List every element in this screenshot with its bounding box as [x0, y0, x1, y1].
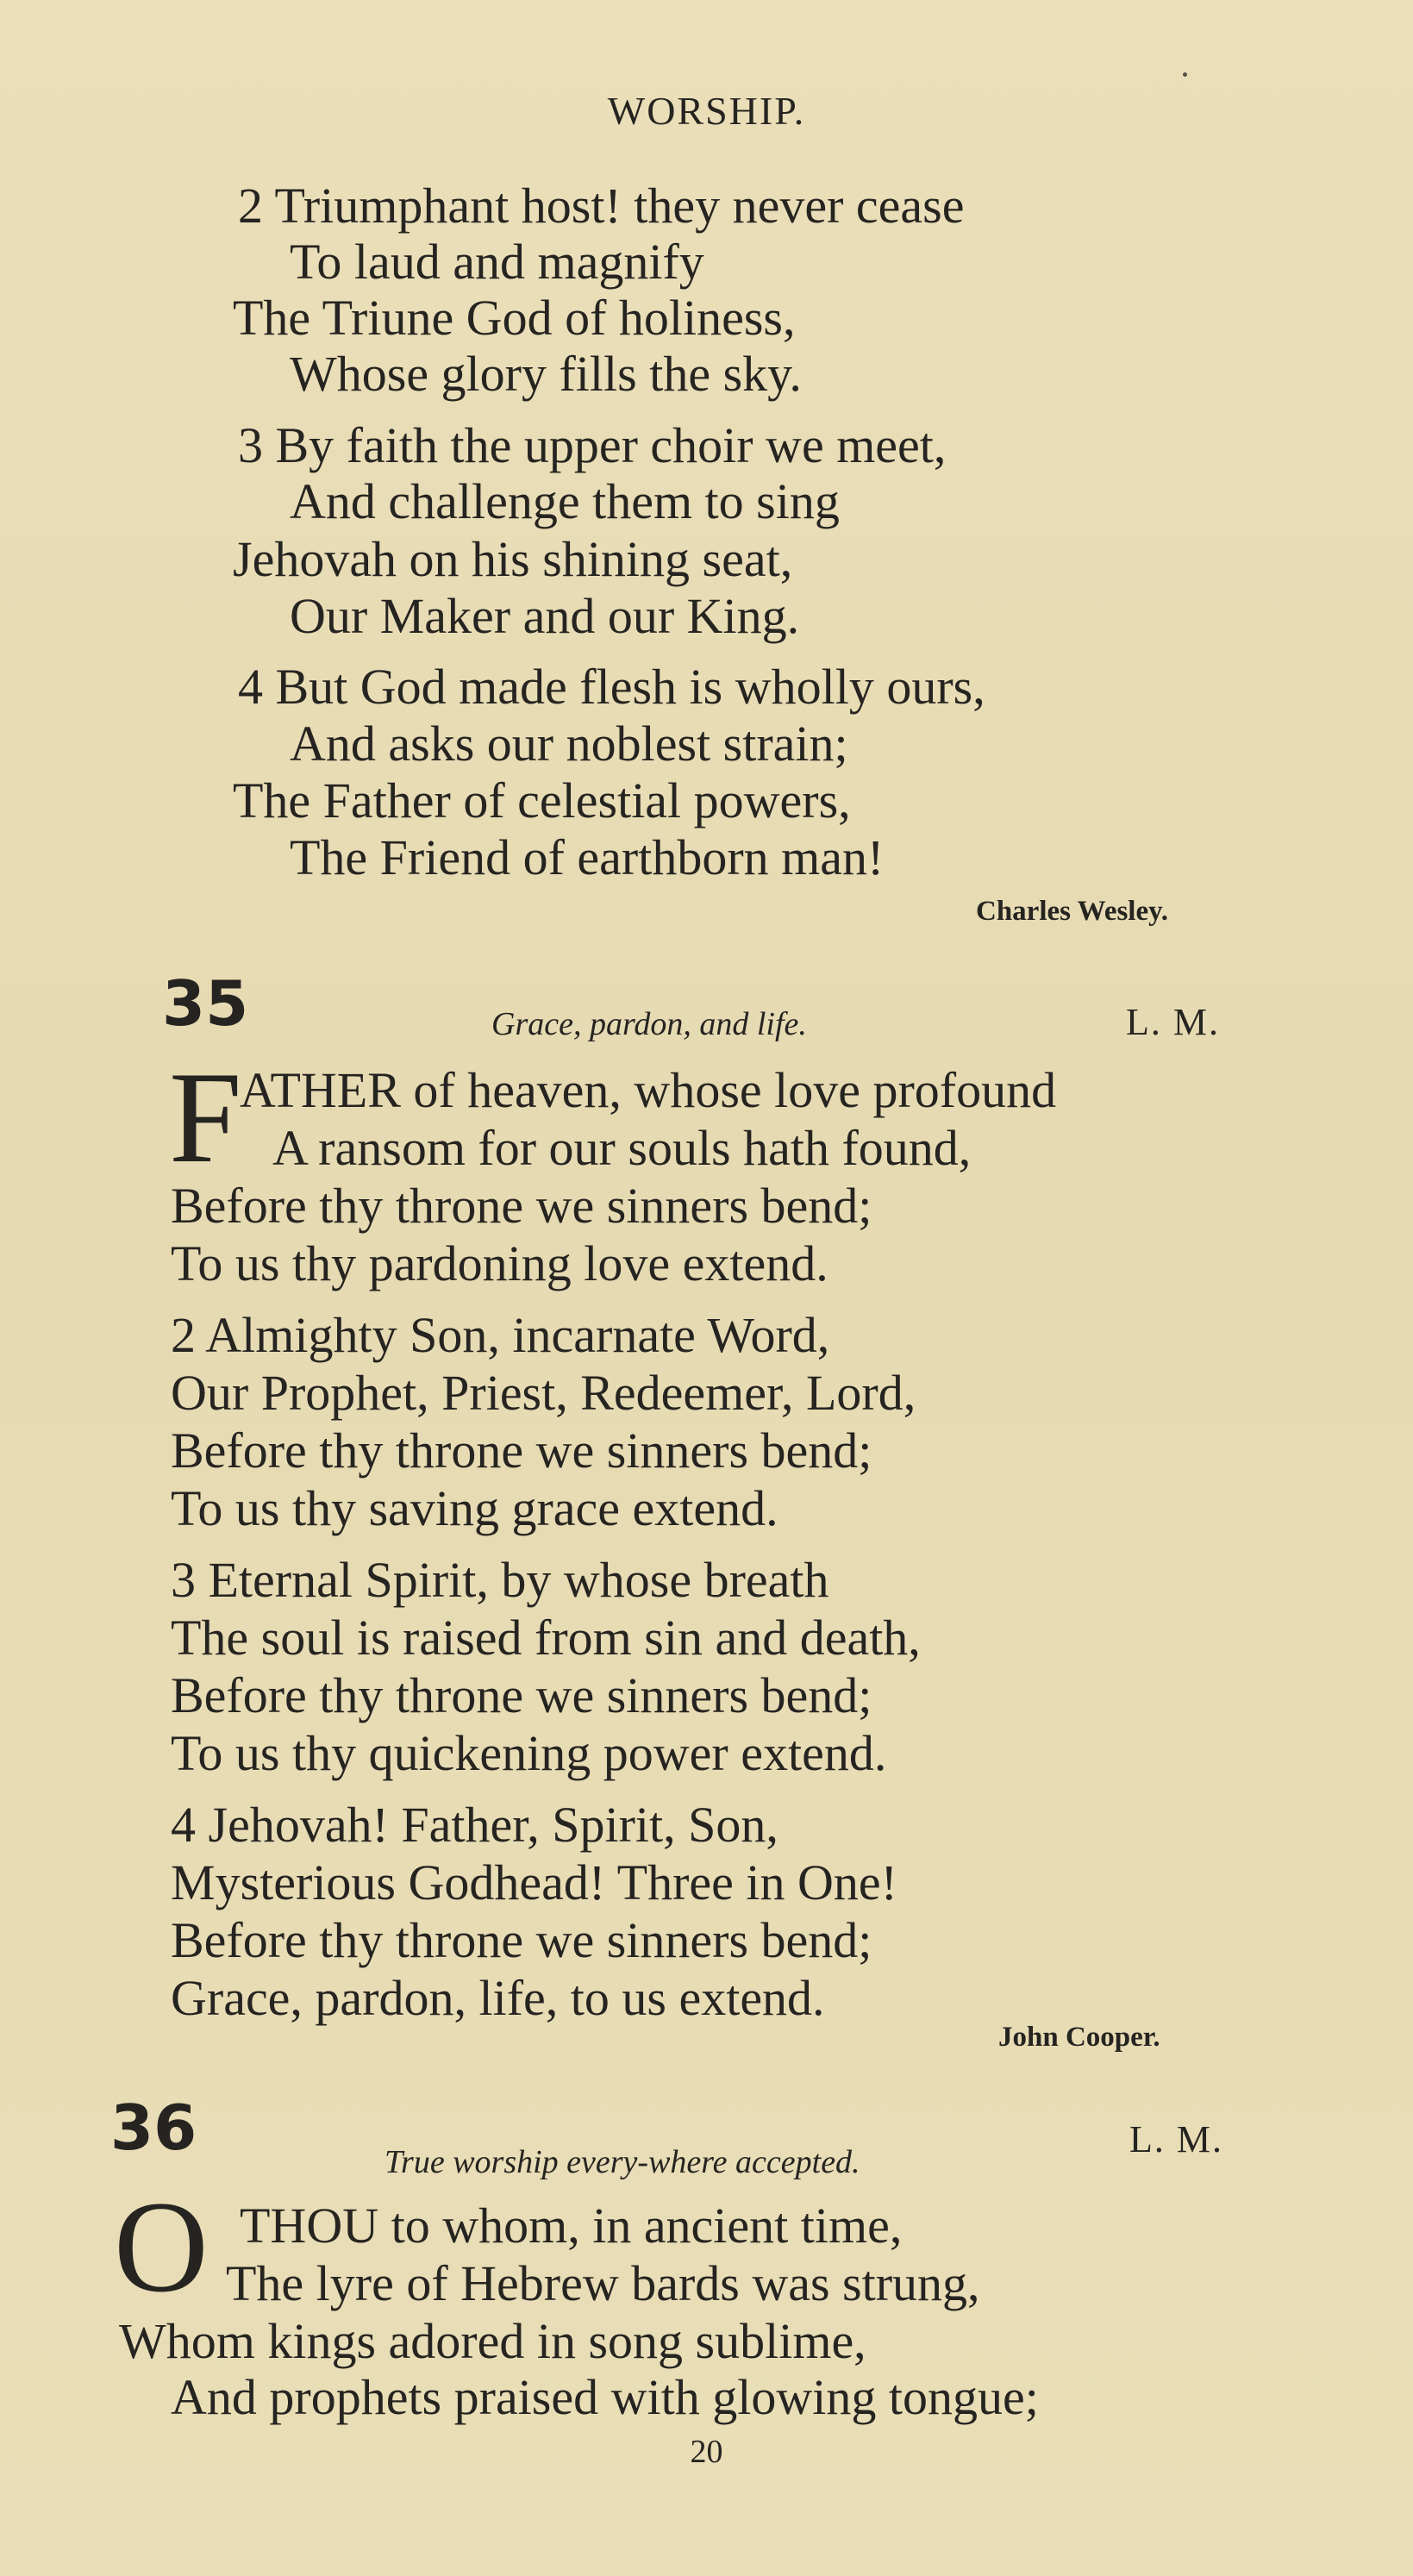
- verse-line: Whose glory fills the sky.: [290, 346, 802, 402]
- hymn-meter: L. M.: [1126, 1001, 1220, 1043]
- verse-line: Before thy throne we sinners bend;: [171, 1178, 872, 1234]
- verse-line: And prophets praised with glowing tongue;: [171, 2369, 1039, 2425]
- verse-line: 3 Eternal Spirit, by whose breath: [171, 1552, 829, 1608]
- verse-line: 4 But God made flesh is wholly ours,: [238, 659, 985, 715]
- verse-line: The soul is raised from sin and death,: [171, 1610, 921, 1666]
- hymn-author: John Cooper.: [998, 2022, 1160, 2053]
- verse-line: The Triune God of holiness,: [233, 290, 796, 346]
- verse-line: Before thy throne we sinners bend;: [171, 1667, 872, 1723]
- verse-line: 2 Almighty Son, incarnate Word,: [171, 1307, 830, 1363]
- verse-line: Mysterious Godhead! Three in One!: [171, 1854, 897, 1910]
- verse-line: A ransom for our souls hath found,: [272, 1120, 972, 1176]
- verse-line: 3 By faith the upper choir we meet,: [238, 417, 947, 473]
- verse-line: To us thy saving grace extend.: [171, 1480, 778, 1536]
- verse-line: Our Prophet, Priest, Redeemer, Lord,: [171, 1365, 916, 1421]
- hymn-title: True worship every-where accepted.: [385, 2144, 860, 2180]
- verse-line: THOU to whom, in ancient time,: [240, 2198, 903, 2254]
- verse-line: To laud and magnify: [290, 234, 704, 290]
- drop-cap: F: [169, 1045, 242, 1190]
- verse-line: 4 Jehovah! Father, Spirit, Son,: [171, 1797, 778, 1853]
- hymn-number: 35: [162, 967, 249, 1040]
- verse-line: Grace, pardon, life, to us extend.: [171, 1970, 825, 2026]
- verse-line: To us thy quickening power extend.: [171, 1725, 887, 1781]
- verse-line: Whom kings adored in song sublime,: [119, 2313, 866, 2369]
- hymn-author: Charles Wesley.: [976, 896, 1169, 927]
- verse-line: Jehovah on his shining seat,: [233, 531, 793, 587]
- verse-line: And asks our noblest strain;: [290, 716, 848, 772]
- hymn-number: 36: [110, 2091, 197, 2164]
- verse-line: The Friend of earthborn man!: [290, 829, 885, 885]
- running-header: WORSHIP.: [607, 89, 806, 133]
- verse-line: Our Maker and our King.: [290, 588, 800, 644]
- verse-line: And challenge them to sing: [290, 473, 840, 529]
- verse-line: 2 Triumphant host! they never cease: [238, 178, 965, 234]
- hymn-meter: L. M.: [1129, 2118, 1223, 2160]
- verse-line: To us thy pardoning love extend.: [171, 1235, 828, 1291]
- verse-line: The lyre of Hebrew bards was strung,: [226, 2255, 980, 2311]
- drop-cap: O: [114, 2174, 209, 2319]
- page-number: 20: [690, 2434, 723, 2470]
- ink-speck: [1183, 72, 1187, 77]
- verse-line: Before thy throne we sinners bend;: [171, 1422, 872, 1479]
- verse-line: ATHER of heaven, whose love profound: [240, 1062, 1057, 1118]
- verse-line: Before thy throne we sinners bend;: [171, 1912, 872, 1968]
- verse-line: The Father of celestial powers,: [233, 772, 851, 828]
- hymn-title: Grace, pardon, and life.: [491, 1006, 807, 1042]
